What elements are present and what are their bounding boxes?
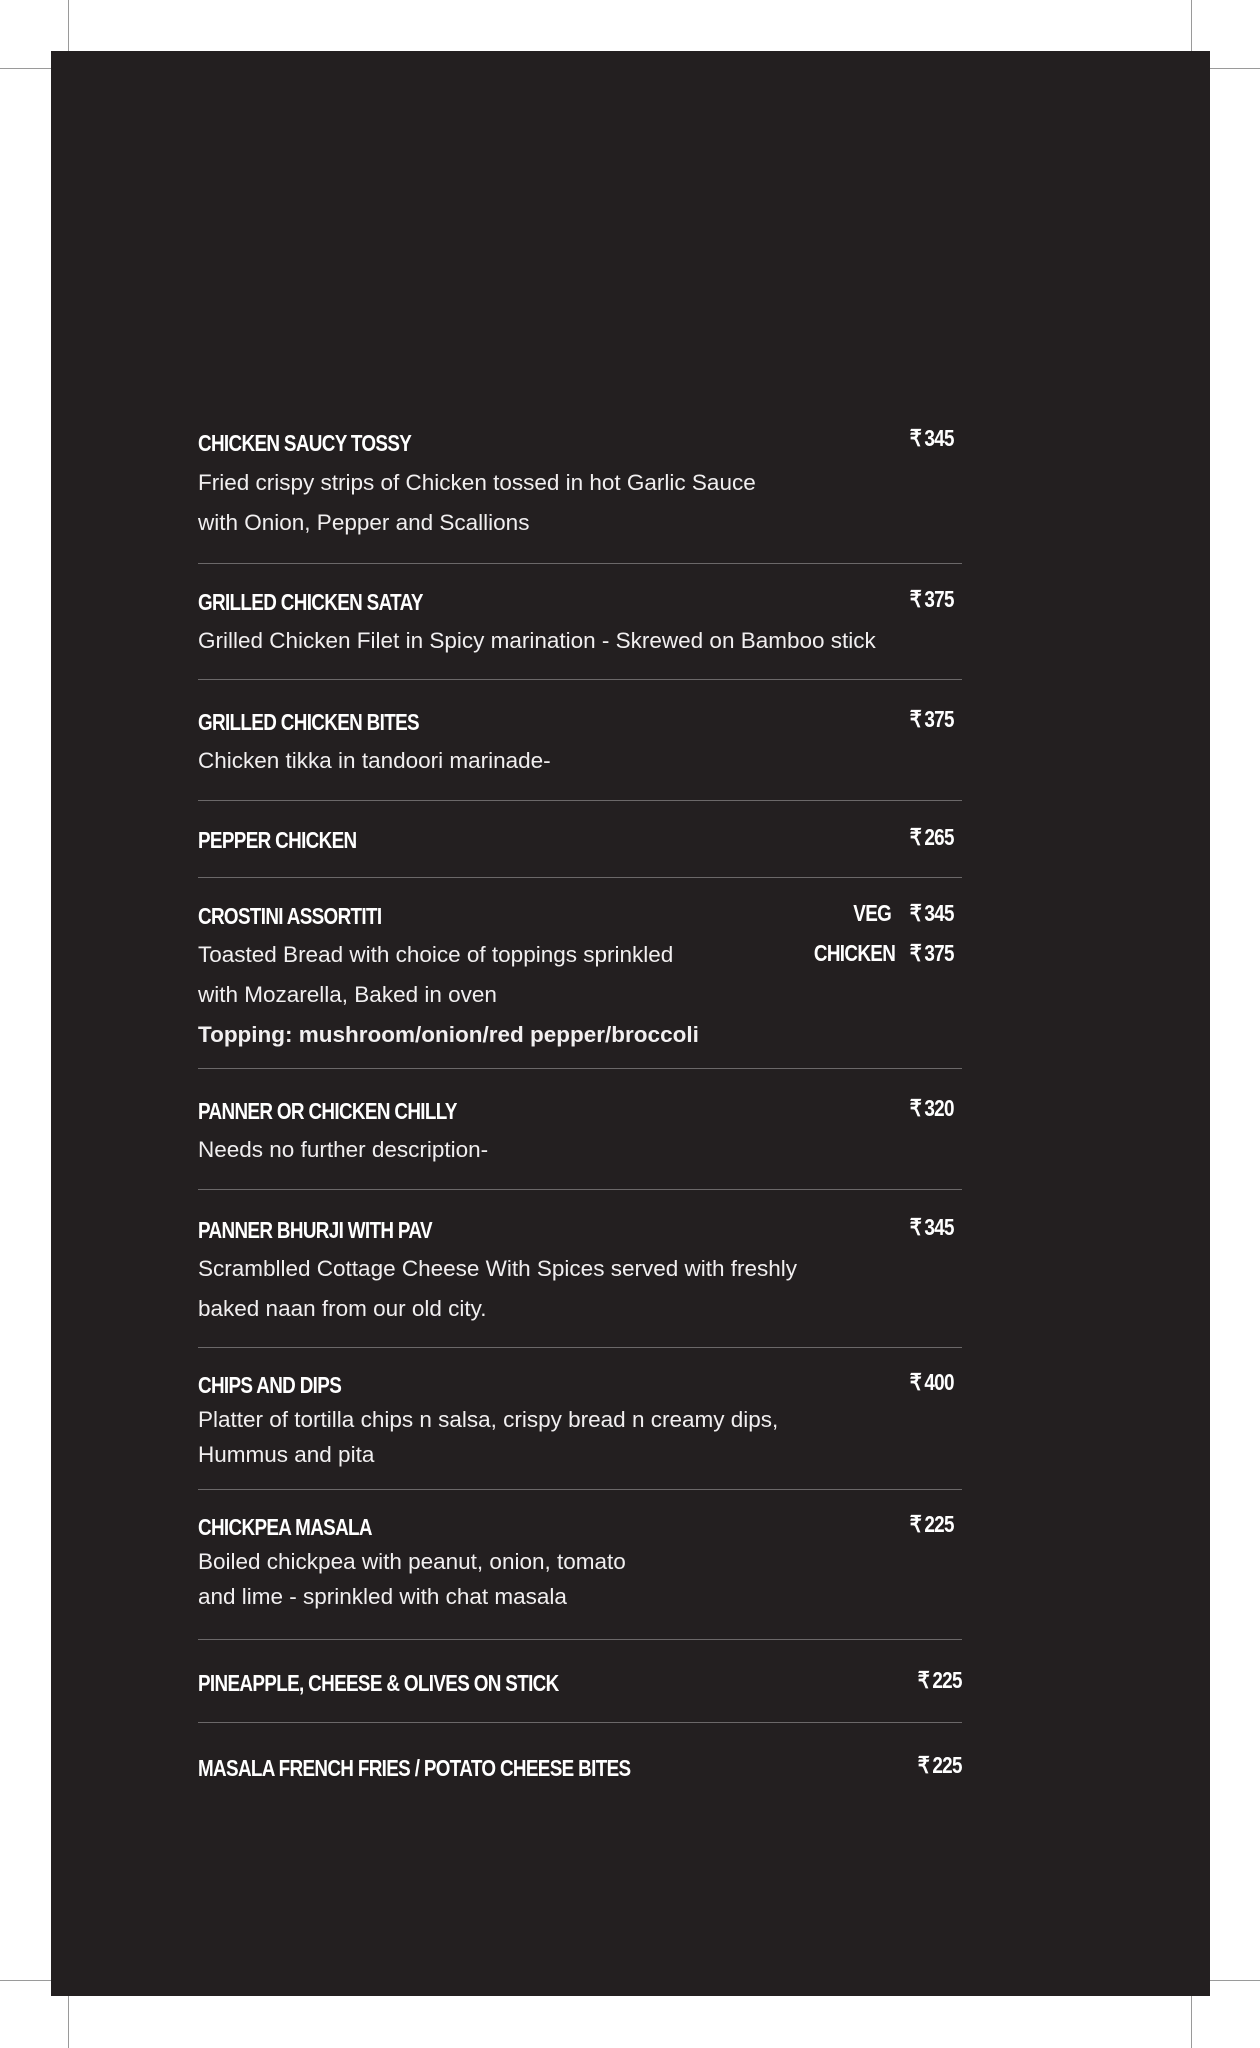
item-description: Hummus and pita	[198, 1442, 375, 1467]
rupee-icon: ₹	[917, 1667, 930, 1693]
menu-item	[198, 425, 962, 564]
item-description: Boiled chickpea with peanut, onion, tomato	[198, 1549, 626, 1574]
item-price-veg: ₹ 345	[909, 900, 954, 926]
item-name: CHICKEN SAUCY TOSSY	[198, 430, 412, 456]
crop-mark	[68, 1992, 69, 2048]
crop-mark	[1191, 1992, 1192, 2048]
rupee-icon: ₹	[909, 425, 922, 451]
item-name: PANNER OR CHICKEN CHILLY	[198, 1098, 457, 1124]
item-name: CHICKPEA MASALA	[198, 1514, 372, 1540]
item-price: ₹ 345	[909, 425, 954, 451]
rupee-icon: ₹	[909, 940, 922, 966]
item-price: ₹ 375	[909, 586, 954, 612]
item-name: GRILLED CHICKEN BITES	[198, 709, 419, 735]
crop-mark	[0, 68, 56, 69]
rupee-icon: ₹	[909, 900, 922, 926]
item-description: Platter of tortilla chips n salsa, crispy bread n creamy dips,	[198, 1407, 779, 1432]
item-price: ₹ 225	[909, 1511, 954, 1537]
item-name: MASALA FRENCH FRIES / POTATO CHEESE BITES	[198, 1755, 631, 1781]
item-description: with Onion, Pepper and Scallions	[198, 510, 530, 535]
crop-mark	[68, 0, 69, 56]
item-name: GRILLED CHICKEN SATAY	[198, 589, 423, 615]
variant-label-chicken: CHICKEN	[813, 940, 895, 966]
item-description: Grilled Chicken Filet in Spicy marination - Skrewed on Bamboo stick	[198, 628, 876, 653]
menu-item	[198, 900, 962, 1069]
item-description: and lime - sprinkled with chat masala	[198, 1584, 567, 1609]
item-name: PINEAPPLE, CHEESE & OLIVES ON STICK	[198, 1670, 559, 1696]
item-price: ₹ 320	[909, 1095, 954, 1121]
rupee-icon: ₹	[909, 1511, 922, 1537]
item-price: ₹ 265	[909, 824, 954, 850]
item-name: CROSTINI ASSORTITI	[198, 903, 382, 929]
menu-item	[198, 1369, 962, 1490]
rupee-icon: ₹	[909, 1369, 922, 1395]
item-price: ₹ 225	[917, 1752, 962, 1778]
rupee-icon: ₹	[909, 586, 922, 612]
menu-item	[198, 1667, 962, 1723]
item-description: Fried crispy strips of Chicken tossed in hot Garlic Sauce	[198, 470, 756, 495]
rupee-icon: ₹	[909, 1095, 922, 1121]
rupee-icon: ₹	[917, 1752, 930, 1778]
crop-mark	[1204, 1980, 1260, 1981]
item-description: with Mozarella, Baked in oven	[198, 982, 497, 1007]
item-price: ₹ 225	[917, 1667, 962, 1693]
crop-mark	[1204, 68, 1260, 69]
crop-mark	[1191, 0, 1192, 56]
item-price-chicken: ₹ 375	[909, 940, 954, 966]
menu-item	[198, 706, 962, 801]
variant-label-veg: VEG	[853, 900, 891, 926]
menu-item	[198, 1511, 962, 1640]
item-description: Scramblled Cottage Cheese With Spices served with freshly	[198, 1256, 798, 1281]
menu-item	[198, 1752, 962, 1792]
crop-mark	[0, 1980, 56, 1981]
item-description: Chicken tikka in tandoori marinade-	[198, 748, 551, 773]
menu-item	[198, 1095, 962, 1190]
item-name: PANNER BHURJI WITH PAV	[198, 1217, 432, 1243]
item-description: Toasted Bread with choice of toppings sprinkled	[198, 942, 674, 967]
menu-item	[198, 1214, 962, 1348]
menu-item	[198, 824, 962, 878]
item-description: Needs no further description-	[198, 1137, 489, 1162]
item-description: Topping: mushroom/onion/red pepper/broccoli	[198, 1022, 699, 1047]
item-description: baked naan from our old city.	[198, 1296, 487, 1321]
item-name: CHIPS AND DIPS	[198, 1372, 342, 1398]
item-price: ₹ 375	[909, 706, 954, 732]
item-name: PEPPER CHICKEN	[198, 827, 357, 853]
rupee-icon: ₹	[909, 706, 922, 732]
menu-item	[198, 586, 962, 680]
item-price: ₹ 345	[909, 1214, 954, 1240]
rupee-icon: ₹	[909, 824, 922, 850]
rupee-icon: ₹	[909, 1214, 922, 1240]
item-price: ₹ 400	[909, 1369, 954, 1395]
